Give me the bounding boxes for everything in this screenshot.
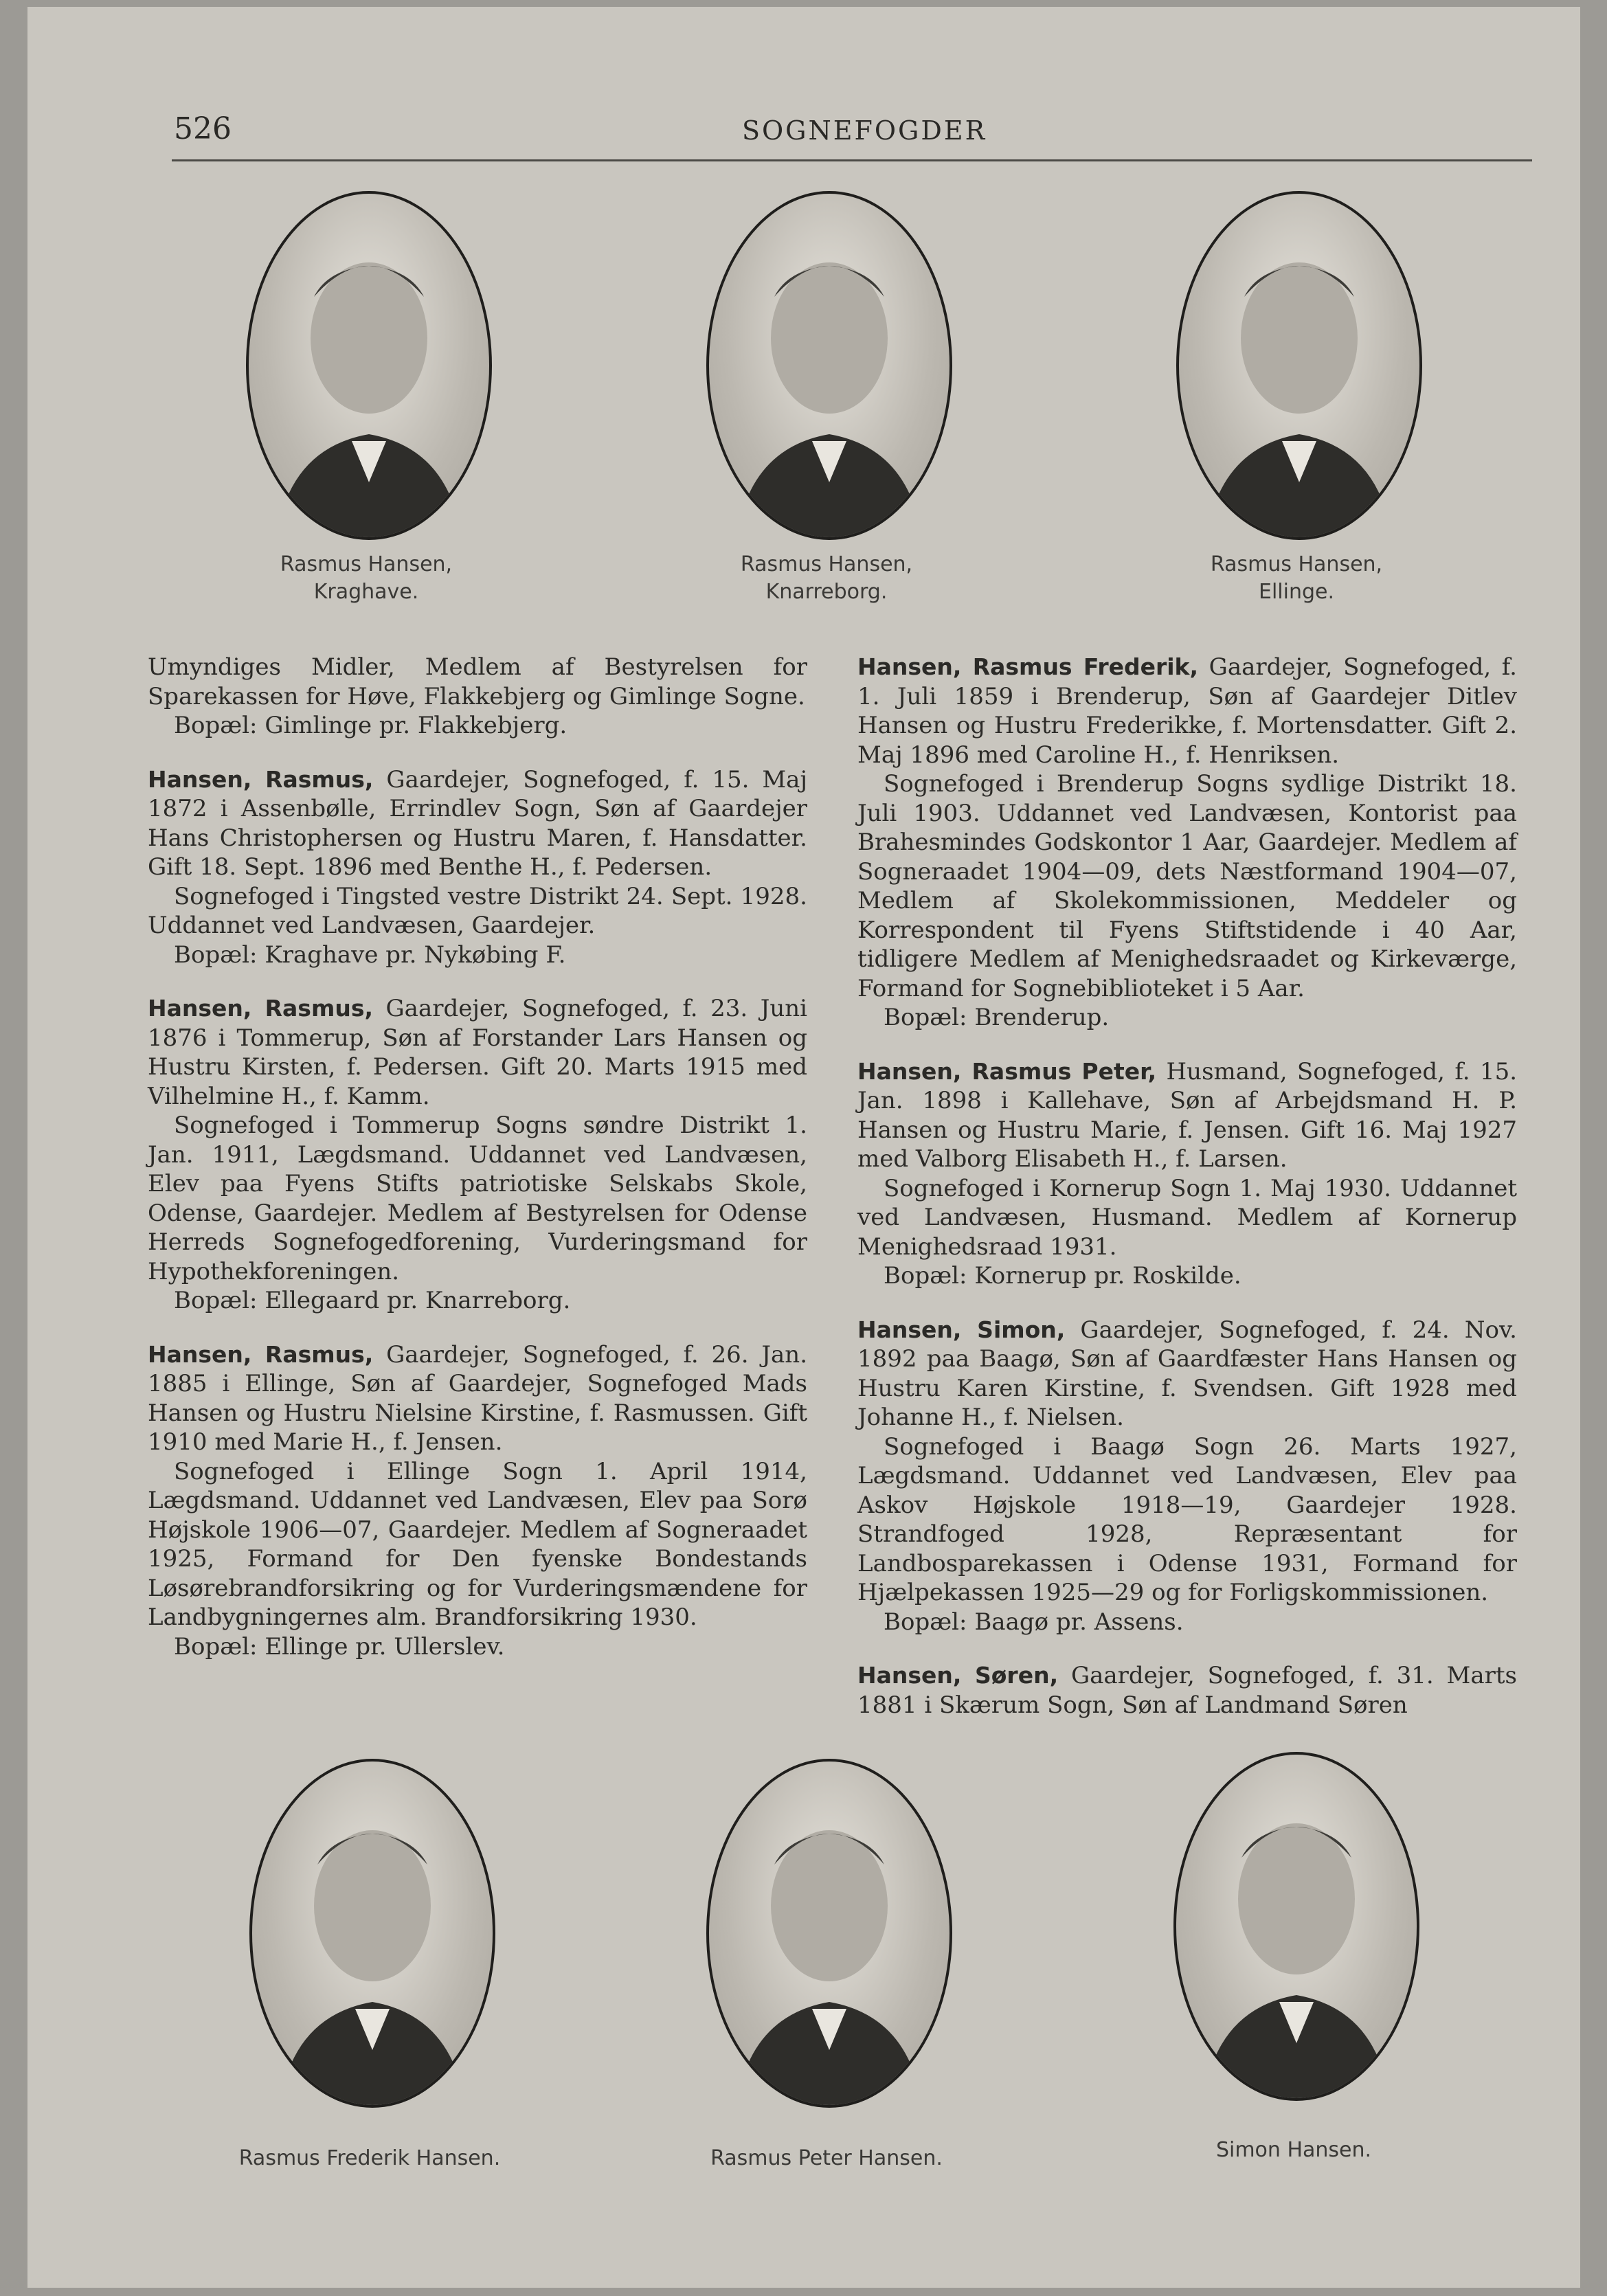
portrait-simon-hansen xyxy=(1173,1752,1419,2101)
portrait-rasmus-hansen-knarreborg xyxy=(706,191,952,540)
bopael-line: Bopæl: Kornerup pr. Roskilde. xyxy=(884,1262,1241,1290)
bopael-line: Bopæl: Brenderup. xyxy=(884,1004,1110,1031)
intro-text: Umyndiges Midler, Medlem af Bestyrelsen for Sparekassen for Høve, Flakkebjerg og Gimlinge Sogne. xyxy=(148,653,807,710)
caption-line: Rasmus Hansen, xyxy=(280,552,453,576)
entry-bio xyxy=(857,1661,1517,1720)
caption-line: Knarreborg. xyxy=(765,580,888,604)
caption-line: Ellinge. xyxy=(1258,580,1334,604)
portrait-rasmus-hansen-ellinge xyxy=(1176,191,1422,540)
entry-name: Hansen, Simon, xyxy=(857,1316,1066,1343)
entry-career: Sognefoged i Baagø Sogn 26. Marts 1927, Lægdsmand. Uddannet ved Landvæsen, Elev paa Askov Højskole 1918—19, Gaardejer 1928. Strandfoged 1928, Repræsentant for Landbosparekassen i Odense 1931, Formand for Hjælpekassen 1925—29 og for Forligskommissionen. xyxy=(857,1432,1517,1606)
portrait-rasmus-frederik-hansen xyxy=(249,1759,495,2108)
entry-bio-text: Husmand, Sognefoged, f. 15. Jan. 1898 i Kallehave, Søn af Arbejdsmand H. P. Hansen og Hustru Marie, f. Jensen. Gift 16. Maj 1927 med Valborg Elisabeth H., f. Larsen. xyxy=(857,1057,1518,1173)
book-page xyxy=(27,7,1580,2288)
entry-career: Sognefoged i Tingsted vestre Distrikt 24. Sept. 1928. Uddannet ved Landvæsen, Gaardejer. xyxy=(148,882,807,939)
entry-bio xyxy=(857,1057,1517,1174)
caption-knarreborg xyxy=(682,551,971,606)
entry-career: Sognefoged i Tommerup Sogns søndre Distrikt 1. Jan. 1911, Lægdsmand. Uddannet ved Landvæsen, Elev paa Fyens Stifts patriotiske Selskabs Skole, Odense, Gaardejer. Medlem af Bestyrelsen for Odense Herreds Sognefogedforening, Vurderingsmand for Hypothekforeningen. xyxy=(148,1112,807,1285)
bopael-line: Bopæl: Ellinge pr. Ullerslev. xyxy=(174,1632,505,1661)
entry-career: Sognefoged i Brenderup Sogns sydlige Distrikt 18. Juli 1903. Uddannet ved Landvæsen, Kontorist paa Brahesmindes Godskontor 1 Aar, Gaardejer. Medlem af Sogneraadet 1904—09, dets Næstformand 1904—07, Medlem af Skolekommissionen, Meddeler og Korrespondent til Fyens Stiftstidende i 40 Aar, tidligere Medlem af Menighedsraadet og Kirkeværge, Formand for Sognebiblioteket i 5 Aar. xyxy=(857,770,1517,1002)
entry-bio xyxy=(148,1340,807,1457)
caption-line: Rasmus Hansen, xyxy=(1210,552,1383,576)
caption-kraghave xyxy=(222,551,510,606)
entry-bio xyxy=(857,653,1517,769)
entry-career: Sognefoged i Ellinge Sogn 1. April 1914, Lægdsmand. Uddannet ved Landvæsen, Elev paa Sorø Højskole 1906—07, Gaardejer. Medlem af Sogneraadet 1925, Formand for Den fyenske Bondestands Løsørebrandforsikring og for Vurderingsmændene for Landbygningernes alm. Brandforsikring 1930. xyxy=(148,1457,807,1631)
page-number: 526 xyxy=(174,111,232,146)
bopael-line: Bopæl: Gimlinge pr. Flakkebjerg. xyxy=(174,712,567,739)
entry-bio-text: Gaardejer, Sognefoged, f. 24. Nov. 1892 paa Baagø, Søn af Gaardfæster Hans Hansen og Hustru Karen Kirstine, f. Svendsen. Gift 1928 med Johanne H., f. Nielsen. xyxy=(857,1316,1517,1431)
entry-name: Hansen, Rasmus, xyxy=(148,1340,374,1368)
entry-name: Hansen, Rasmus Frederik, xyxy=(857,653,1199,680)
caption-rasmus-peter-hansen: Rasmus Peter Hansen. xyxy=(710,2146,943,2170)
portrait-rasmus-peter-hansen xyxy=(706,1759,952,2108)
right-column xyxy=(857,653,1517,1720)
entry-bio-text: Gaardejer, Sognefoged, f. 26. Jan. 1885 i Ellinge, Søn af Gaardejer, Sognefoged Mads Hansen og Hustru Nielsine Kirstine, f. Rasmussen. Gift 1910 med Marie H., f. Jensen. xyxy=(148,1340,807,1456)
entry-name: Hansen, Rasmus, xyxy=(148,765,374,793)
bopael-line: Bopæl: Ellegaard pr. Knarreborg. xyxy=(174,1287,571,1314)
entry-bio-text: Gaardejer, Sognefoged, f. 1. Juli 1859 i Brenderup, Søn af Gaardejer Ditlev Hansen og Hustru Frederikke, f. Mortensdatter. Gift 2. Maj 1896 med Caroline H., f. Henriksen. xyxy=(857,653,1517,769)
portrait-rasmus-hansen-kraghave xyxy=(246,191,492,540)
caption-simon-hansen: Simon Hansen. xyxy=(1215,2138,1372,2162)
running-head: SOGNEFOGDER xyxy=(742,115,987,146)
entry-bio-text: Gaardejer, Sognefoged, f. 15. Maj 1872 i Assenbølle, Errindlev Sogn, Søn af Gaardejer Hans Christophersen og Hustru Maren, f. Hansdatter. Gift 18. Sept. 1896 med Benthe H., f. Pedersen. xyxy=(148,765,807,881)
bopael-line: Bopæl: Baagø pr. Assens. xyxy=(884,1608,1184,1636)
left-column xyxy=(148,653,807,1661)
caption-rasmus-frederik-hansen: Rasmus Frederik Hansen. xyxy=(238,2146,501,2170)
entry-name: Hansen, Søren, xyxy=(857,1662,1059,1689)
entry-name: Hansen, Rasmus Peter, xyxy=(857,1057,1157,1085)
entry-bio xyxy=(148,994,807,1111)
caption-line: Rasmus Hansen, xyxy=(740,552,913,576)
entry-career: Sognefoged i Kornerup Sogn 1. Maj 1930. Uddannet ved Landvæsen, Husmand. Medlem af Kornerup Menighedsraad 1931. xyxy=(857,1174,1517,1261)
entry-name: Hansen, Rasmus, xyxy=(148,995,374,1022)
entry-bio-text: Gaardejer, Sognefoged, f. 31. Marts 1881 i Skærum Sogn, Søn af Landmand Søren xyxy=(857,1662,1518,1719)
entry-bio xyxy=(857,1316,1517,1432)
caption-line: Kraghave. xyxy=(313,580,419,604)
caption-ellinge xyxy=(1152,551,1441,606)
entry-bio-text: Gaardejer, Sognefoged, f. 23. Juni 1876 i Tommerup, Søn af Forstander Lars Hansen og Hustru Kirsten, f. Pedersen. Gift 20. Marts 1915 med Vilhelmine H., f. Kamm. xyxy=(148,995,807,1110)
bopael-line: Bopæl: Kraghave pr. Nykøbing F. xyxy=(174,941,566,969)
entry-bio xyxy=(148,765,807,882)
header-rule xyxy=(172,159,1532,161)
